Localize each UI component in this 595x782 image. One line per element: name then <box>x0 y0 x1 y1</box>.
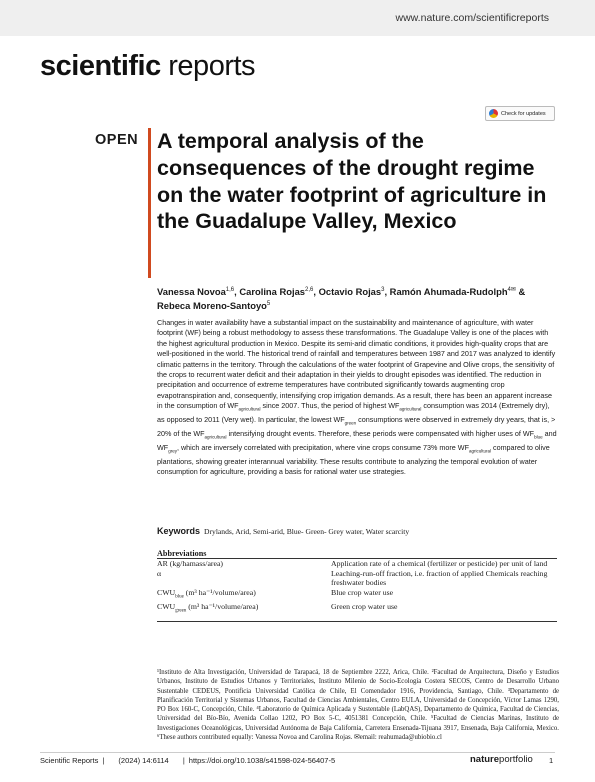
footer-journal: Scientific Reports <box>40 756 99 765</box>
affiliations: ¹Instituto de Alta Investigación, Universidad de Tarapacá, 18 de Septiembre 2222, Arica, Chile. ²Facultad de Arquitectura, Diseño y Estudios Urbanos, Instituto de Estudios Urbanos y Territoriales, Instituto Milenio de Socio-Ecología Costera SECOS, Centro de Desarrollo Urbano Sustentable CEDEUS, Pontificia Universidad Católica de Chile, El Comendador 1916, Providencia, Santiago, Chile. ³Departamento de Planificación Territorial y Sistemas Urbanos, Facultad de Ciencias Ambientales, Centro EULA, Universidad de Concepción, Víctor Lamas 1290, PO Box 160-C, Concepción, Chile. ⁴Laboratorio de Química Aplicada y Sustentable (LabQAS), Departamento de Química, Facultad de Ciencias, Universidad del Bío-Bío, Avenida Collao 1202, PO Box 5-C, 4051381 Concepción, Chile. ⁵Facultad de Ciencias Marinas, Instituto de Investigaciones Oceanológicas, Universidad Autónoma de Baja California, Carretera Ensenada-Tijuana 3917, Ensenada, Baja California, Mexico. ⁶These authors contributed equally: Vanessa Novoa and Carolina Rojas. ✉email: reahumada@ubiobio.cl <box>157 669 559 742</box>
journal-url-link[interactable]: www.nature.com/scientificreports <box>395 12 549 24</box>
keywords-text: Drylands, Arid, Semi-arid, Blue- Green- Grey water, Water scarcity <box>204 527 410 536</box>
abbreviations-rule-bottom <box>157 621 557 622</box>
journal-logo-bold: scientific <box>40 50 161 82</box>
keywords <box>157 526 409 536</box>
footer-divider <box>40 752 555 753</box>
article-title: A temporal analysis of the consequences of the drought regime on the water footprint of agriculture in the Guadalupe Valley, Mexico <box>157 129 547 234</box>
check-for-updates-button[interactable] <box>485 106 555 121</box>
author[interactable]: Vanessa Novoa$^{1,6}$ <box>157 286 235 298</box>
table-row: $CWU_{green}$ (m³ ha⁻¹/volume/area) Green crop water use <box>157 601 398 614</box>
footer-citation: Scientific Reports | (2024) 14:6114 | https://doi.org/10.1038/s41598-024-56407-5 <box>40 756 336 765</box>
title-accent-bar <box>148 128 151 278</box>
journal-logo-light: reports <box>160 50 256 82</box>
crossmark-icon <box>489 109 498 118</box>
author[interactable]: Ramón Ahumada-Rudolph$^{4✉}$ <box>389 286 516 298</box>
author[interactable]: Rebeca Moreno-Santoyo$^5$ <box>157 300 271 312</box>
check-for-updates-label: Check for updates <box>501 110 546 117</box>
page-number: 1 <box>549 756 554 765</box>
keywords-label: Keywords <box>157 526 201 536</box>
table-row: α Leaching-run-off fraction, i.e. fraction of applied Chemicals reaching freshwater bodies <box>157 568 548 588</box>
table-row: AR (kg/hamass/area) Application rate of a chemical (fertilizer or pesticide) per unit of land <box>157 559 548 568</box>
author[interactable]: Carolina Rojas$^{2,6}$ <box>239 286 314 298</box>
open-access-label: OPEN <box>95 132 139 148</box>
author[interactable]: Octavio Rojas$^3$ <box>318 286 385 298</box>
abbreviations-heading: Abbreviations <box>157 549 207 558</box>
abstract: Changes in water availability have a substantial impact on the sustainability and maintenance of agriculture, with water footprint (WF) being a robust methodology to assess these transformations. The Guadalupe Valley is one of the places with the highest agricultural production in Mexico. Despite its semi-arid climatic conditions, it provides high-quality crops that are well-positioned in the world. The historical trend of rainfall and temperatures between 1987 and 2017 was analyzed to identify climatic patterns in the territory. Through the calculations of the water footprint of Grapevine and Olive crops, the sensitivity of the crops to recurrent water deficit and their adaptation in their yields to drought episodes was identified. The reduction in precipitation and occurrence of extreme temperatures have contributed significantly towards augmenting crop evapotranspiration and, consequently, intensifying crop irrigation demands. As a result, there has been an apparent increase in the consumption of $WF_{agricultural}$ since 2007. Thus, the period of highest $WF_{agricultural}$ consumption was 2014 (Extremely dry), as opposed to 2011 (Very wet). In particular, the lowest $WF_{green}$ consumptions were observed in extremely dry years, that is, > 20% of the $WF_{agricultural}$ intensifying drought events. Therefore, these periods were compensated with higher uses of $WF_{blue}$ and $WF_{grey}$, which are inversely correlated with precipitation, where vine crops consume 73% more $WF_{agricultural}$ compared to olive plantations, showing greater interannual variability. These results contribute to analyzing the temporal evolution of water consumption for agriculture, providing a basis for rational water use strategies. <box>157 318 557 477</box>
doi-link[interactable]: https://doi.org/10.1038/s41598-024-56407-5 <box>188 756 336 765</box>
author-list: Vanessa Novoa$^{1,6}$, Carolina Rojas$^{2,6}$, Octavio Rojas$^3$, Ramón Ahumada-Rudolph$^{4✉}$ & Rebeca Moreno-Santoyo$^5$ <box>157 286 526 312</box>
journal-logo[interactable] <box>40 50 255 83</box>
table-row: $CWU_{blue}$ (m³ ha⁻¹/volume/area) Blue crop water use <box>157 587 394 600</box>
nature-portfolio-logo[interactable]: natureportfolio <box>470 754 533 765</box>
footer-volume: (2024) 14:6114 <box>118 756 169 765</box>
abbreviations-table <box>157 559 557 616</box>
